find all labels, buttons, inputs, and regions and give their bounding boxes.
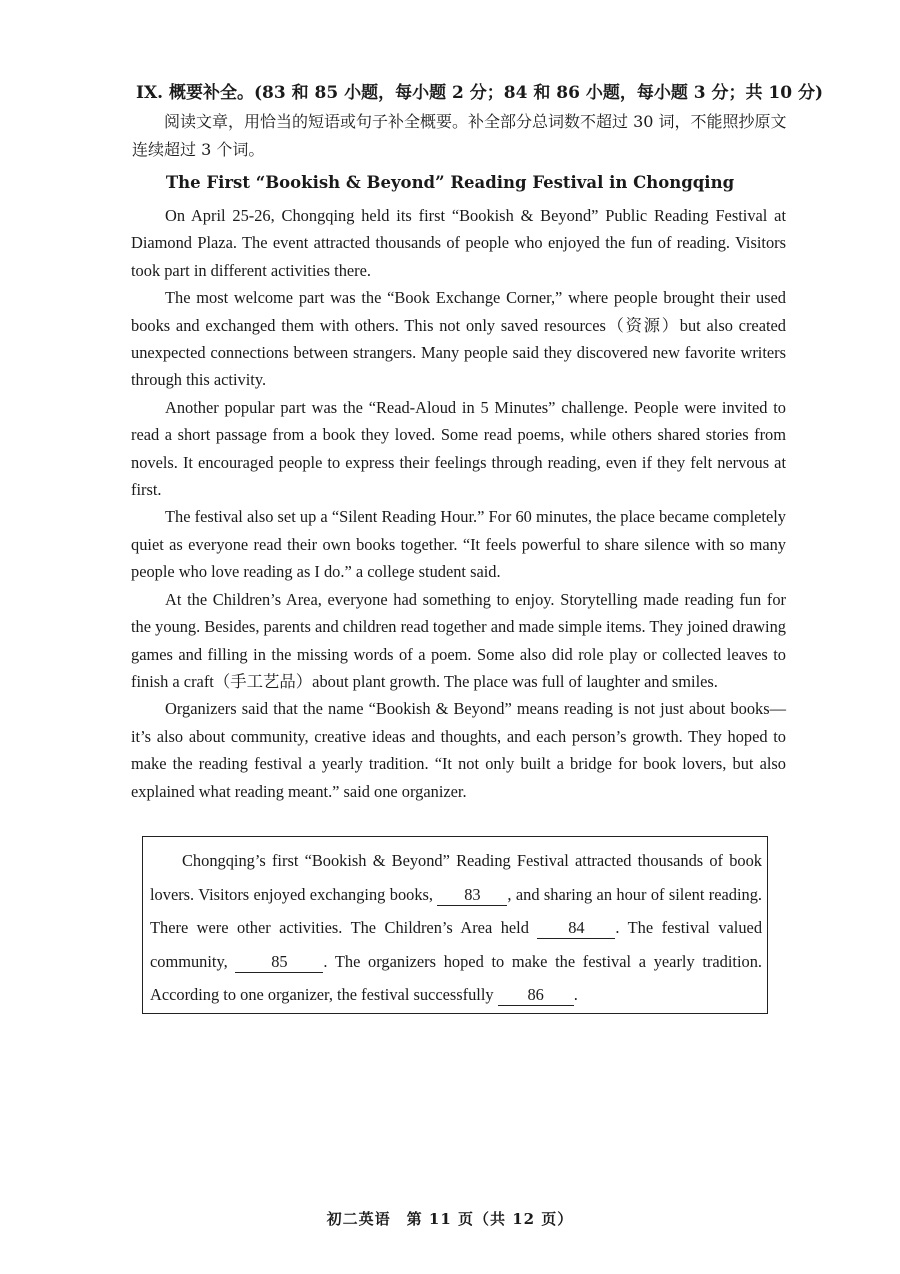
article-body — [131, 202, 786, 805]
page-footer: 初二英语 第 11 页（共 12 页） — [326, 1210, 574, 1228]
article-paragraph: On April 25-26, Chongqing held its first “Bookish & Beyond” Public Reading Festival at Diamond Plaza. The event attracted thousands of people who enjoyed the fun of reading. Visitors took part in different activities there. — [131, 206, 786, 280]
summary-segment: . The organizers hoped to make the festival a yearly tradition. According to one organizer, the festival successfully — [150, 951, 762, 1004]
section-instructions: 阅读文章，用恰当的短语或句子补全概要。补全部分总词数不超过 30 词，不能照抄原文连续超过 3 个词。 — [132, 112, 787, 159]
summary-text — [150, 844, 762, 1012]
summary-segment: . The festival valued community, — [150, 918, 763, 971]
summary-segment: Chongqing’s first “Bookish & Beyond” Reading Festival attracted thousands of book lovers. Visitors enjoyed exchanging books, — [150, 851, 762, 904]
blank-84[interactable]: 84 — [537, 918, 615, 939]
article-paragraph: At the Children’s Area, everyone had something to enjoy. Storytelling made reading fun for the young. Besides, parents and children read together and made simple items. They joined drawing games and filling in the missing words of a poem. Some also did role play or collected leaves to finish a craft（手工艺品）about plant growth. The place was full of laughter and smiles. — [131, 589, 786, 691]
article-paragraph: Organizers said that the name “Bookish & Beyond” means reading is not just about books—it’s also about community, creative ideas and thoughts, and each person’s growth. They hoped to make the reading festival a yearly tradition. “It not only built a bridge for book lovers, but also explained what reading meant.” said one organizer. — [131, 699, 786, 801]
summary-segment: , and sharing an hour of silent reading. There were other activities. The Children’s Area held — [150, 884, 762, 937]
article-paragraph: The festival also set up a “Silent Reading Hour.” For 60 minutes, the place became completely quiet as everyone read their own books together. “It feels powerful to share silence with so many people who love reading as I do.” a college student said. — [131, 507, 786, 582]
article-paragraph: Another popular part was the “Read-Aloud in 5 Minutes” challenge. People were invited to read a short passage from a book they loved. Some read poems, while others shared stories from novels. It encouraged people to express their feelings through reading, even if they felt nervous at first. — [131, 397, 786, 500]
blank-83[interactable]: 83 — [437, 885, 507, 906]
article-title: The First “Bookish & Beyond” Reading Festival in Chongqing — [165, 173, 735, 192]
blank-86[interactable]: 86 — [498, 985, 574, 1006]
article-paragraph: The most welcome part was the “Book Exchange Corner,” where people brought their used books and exchanged them with others. This not only saved resources（资源）but also created unexpected connections between strangers. Many people said they discovered new favorite writers through this activity. — [131, 288, 786, 390]
blank-85[interactable]: 85 — [235, 952, 323, 973]
summary-segment: . — [573, 985, 578, 1004]
section-heading: IX. 概要补全。(83 和 85 小题，每小题 2 分；84 和 86 小题，每小题 3 分；共 10 分) — [136, 83, 824, 103]
